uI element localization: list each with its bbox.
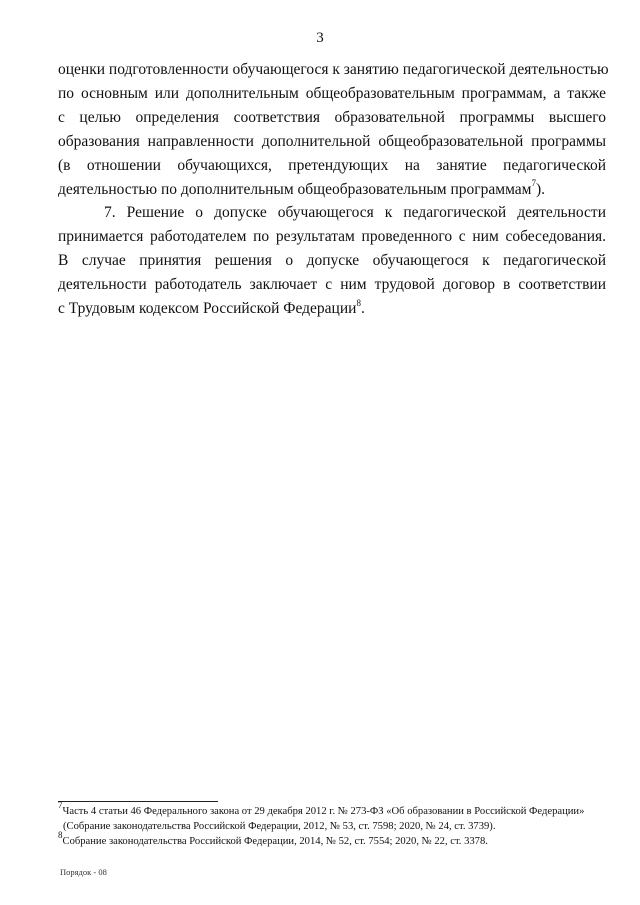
footnotes <box>58 800 618 849</box>
text-line: принимается работодателем по результатам проведенного с ним собеседования. <box>58 228 606 246</box>
footnote-ref-7: 7 <box>531 178 536 189</box>
text-line: с целью определения соответствия образовательной программы высшего <box>58 108 606 126</box>
footnote-8 <box>58 830 618 849</box>
text-line-last <box>58 297 606 321</box>
text-line-tail: . <box>360 300 365 318</box>
body-text <box>58 58 609 321</box>
text-line: образования направленности дополнительной общеобразовательной программы <box>58 132 606 150</box>
footnote-separator <box>58 801 218 802</box>
text-line: В случае принятия решения о допуске обучающегося к педагогической <box>58 252 606 270</box>
text-line-last <box>58 178 606 202</box>
paragraph-7 <box>58 201 606 321</box>
footnote-7 <box>58 800 618 819</box>
text-line <box>58 201 606 225</box>
paragraph-continuation <box>58 58 609 201</box>
text-line-tail: ). <box>535 180 546 198</box>
text-line-content: с Трудовым кодексом Российской Федерации <box>58 300 357 318</box>
document-stamp: Порядок - 08 <box>60 867 107 877</box>
text-line: по основным или дополнительным общеобразовательным программам, а также <box>58 84 606 102</box>
page-number: 3 <box>316 30 324 46</box>
footnote-text: Собрание законодательства Российской Федерации, 2014, № 52, ст. 7554; 2020, № 22, ст. 3378. <box>62 836 488 847</box>
footnote-ref-8: 8 <box>356 297 361 308</box>
text-line-content: 7. Решение о допуске обучающегося к педагогической деятельности <box>104 204 606 222</box>
footnote-7-continuation: (Собрание законодательства Российской Федерации, 2012, № 53, ст. 7598; 2020, № 24, ст. 3739). <box>63 821 496 832</box>
text-line-content: деятельностью по дополнительным общеобразовательным программам <box>58 180 532 198</box>
text-line: оценки подготовленности обучающегося к занятию педагогической деятельностью <box>58 61 609 78</box>
text-line: деятельности работодатель заключает с ним трудовой договор в соответствии <box>58 276 606 294</box>
footnote-text: Часть 4 статьи 46 Федерального закона от 29 декабря 2012 г. № 273-ФЗ «Об образовании в Российской Федерации» <box>62 806 585 817</box>
text-line: (в отношении обучающихся, претендующих на занятие педагогической <box>58 156 606 174</box>
footnote-mark: 8 <box>58 830 63 841</box>
footnote-mark: 7 <box>58 800 63 811</box>
